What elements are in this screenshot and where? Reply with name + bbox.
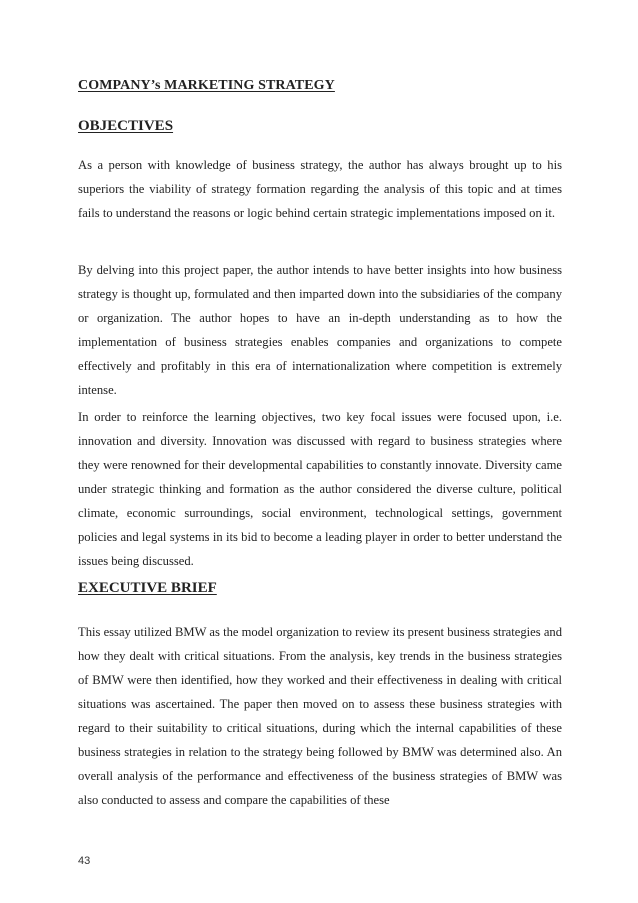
paragraph-executive-brief-1: This essay utilized BMW as the model organization to review its present business strategies and how they dealt with critical situations. From the analysis, key trends in the business strategies of BMW were then identified, how they worked and their effectiveness in dealing with critical situations was ascertained. The paper then moved on to assess these business strategies with regard to their suitability to critical situations, during which the internal capabilities of these business strategies in relation to the strategy being followed by BMW was determined also. An overall analysis of the performance and effectiveness of the business strategies of BMW was also conducted to assess and compare the capabilities of these: [78, 625, 562, 807]
document-title: COMPANY’s MARKETING STRATEGY: [78, 78, 335, 93]
section-heading-executive-brief: EXECUTIVE BRIEF: [78, 580, 217, 596]
paragraph-objectives-3: In order to reinforce the learning objectives, two key focal issues were focused upon, i.e. innovation and diversity. Innovation was discussed with regard to business strategies where they were renowned for their developmental capabilities to constantly innovate. Diversity came under strategic thinking and formation as the author considered the diverse culture, political climate, economic surroundings, social environment, technological settings, government policies and legal systems in its bid to become a leading player in order to better understand the issues being discussed.: [78, 410, 562, 568]
page-number: 43: [78, 855, 91, 867]
paragraph-objectives-1: As a person with knowledge of business strategy, the author has always brought up to his superiors the viability of strategy formation regarding the analysis of this topic and at times fails to understand the reasons or logic behind certain strategic implementations imposed on it.: [78, 158, 562, 220]
section-heading-objectives: OBJECTIVES: [78, 118, 174, 134]
paragraph-objectives-2: By delving into this project paper, the author intends to have better insights into how business strategy is thought up, formulated and then imparted down into the subsidiaries of the company or organization. The author hopes to have an in-depth understanding as to how the implementation of business strategies enables companies and organizations to compete effectively and profitably in this era of internationalization where competition is extremely intense.: [78, 263, 562, 397]
